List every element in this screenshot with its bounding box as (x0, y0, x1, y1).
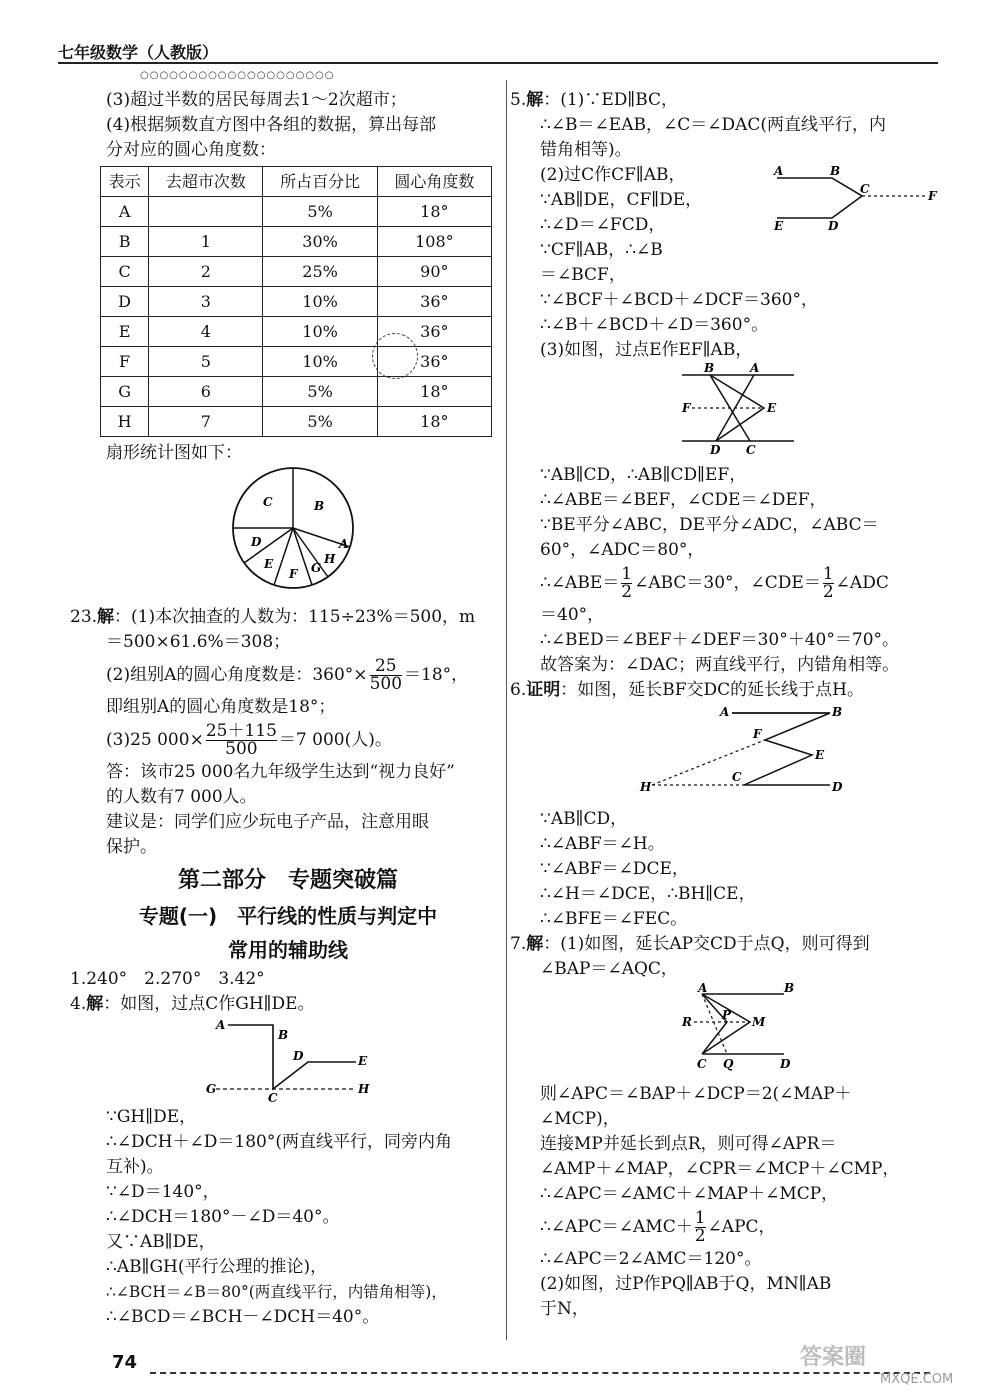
table-row (101, 287, 492, 317)
table-cell: B (101, 227, 149, 257)
solution-label: 解 (97, 607, 115, 627)
denominator: 2 (621, 582, 633, 602)
frequency-table (100, 166, 492, 437)
table-cell: 4 (149, 317, 263, 347)
text-line: ∵∠BCF＋∠BCD＋∠DCF＝360°， (540, 290, 818, 310)
topic-title: 专题(一) 平行线的性质与判定中 (138, 904, 438, 928)
topic-title: 常用的辅助线 (228, 938, 348, 962)
table-row (101, 377, 492, 407)
pie-label: G (311, 561, 322, 575)
text-line: 答：该市25 000名九年级学生达到“视力良好” (106, 762, 455, 782)
table-cell: 1 (149, 227, 263, 257)
text-line: ∴∠BED＝∠BEF＋∠DEF＝30°＋40°＝70°。 (540, 630, 900, 650)
point-label: D (293, 1049, 304, 1063)
text-line: 建议是：同学们应少玩电子产品，注意用眼 (106, 812, 429, 832)
pie-label: B (314, 499, 325, 513)
watermark-url: MXQE.COM (880, 1372, 954, 1387)
pie-label: C (263, 495, 273, 509)
point-label: D (828, 219, 839, 233)
solution-label: 证明 (526, 680, 561, 700)
text-line: ∴∠ABF＝∠H。 (540, 834, 665, 854)
point-label: B (278, 1028, 289, 1042)
numerator: 25 (370, 658, 402, 676)
table-cell: 36° (377, 287, 491, 317)
text-span: ∠ADC (835, 573, 889, 593)
table-row (101, 257, 492, 287)
text-line: ∴AB∥GH(平行公理的推论)， (106, 1257, 328, 1277)
text-line: ∴∠BFE＝∠FEC。 (540, 909, 688, 929)
q5-figure-1 (772, 163, 942, 233)
text-line: 60°，∠ADC＝80°， (540, 540, 705, 560)
table-cell: 5% (263, 377, 377, 407)
table-row (101, 227, 492, 257)
table-row (101, 347, 492, 377)
table-cell: 6 (149, 377, 263, 407)
text-line: ∵GH∥DE， (106, 1107, 197, 1127)
table-cell: 36° (377, 317, 491, 347)
q5-figure-2 (522, 363, 942, 455)
table-cell: 18° (377, 407, 491, 437)
column-header: 表示 (101, 167, 149, 197)
table-cell: F (101, 347, 149, 377)
text-line: (2)如图，过P作PQ∥AB于Q，MN∥AB (540, 1274, 832, 1294)
point-label: E (774, 219, 784, 233)
text-line: 保护。 (106, 837, 157, 857)
text-line: 分对应的圆心角度数： (106, 140, 276, 160)
text-line: ∠MCP)， (540, 1109, 620, 1129)
table-cell: 10% (263, 347, 377, 377)
text-line: (4)根据频数直方图中各组的数据，算出每部 (106, 115, 437, 135)
header-title: 七年级数学（人教版） (58, 43, 219, 62)
text-line: ：(1)本次抽查的人数为：115÷23%＝500，m (114, 607, 476, 627)
pie-caption: 扇形统计图如下： (106, 443, 242, 463)
question-5 (510, 88, 942, 113)
text-line: ∵AB∥CD， (540, 809, 628, 829)
numerator: 1 (621, 564, 633, 584)
text-line: ∴∠APC＝∠AMC＋∠MAP＋∠MCP， (540, 1184, 839, 1204)
text-line: (3)超过半数的居民每周去1～2次超市； (106, 90, 407, 110)
point-label: M (752, 1015, 766, 1029)
point-label: C (732, 770, 742, 784)
text-line: 即组别A的圆心角度数是18°； (106, 697, 336, 717)
text-line: ∴∠DCH＋∠D＝180°(两直线平行，同旁内角 (106, 1132, 452, 1152)
text-line: ∠BAP＝∠AQC， (540, 959, 678, 979)
denominator: 500 (369, 674, 403, 694)
table-cell: 18° (377, 377, 491, 407)
point-label: R (682, 1015, 692, 1029)
right-column (510, 88, 942, 1322)
pie-label: E (264, 557, 274, 571)
table-cell: 90° (377, 257, 491, 287)
point-label: C (697, 1057, 707, 1071)
text-line: 的人数有7 000人。 (106, 787, 257, 807)
q4-figure (88, 1017, 488, 1105)
point-label: D (832, 780, 843, 794)
footer-rule (150, 1372, 930, 1374)
question-number: 23. (70, 607, 98, 627)
q7-figure (522, 982, 942, 1074)
text-line: ∴∠BCH＝∠B＝80°(两直线平行，内错角相等)， (106, 1283, 447, 1301)
column-header: 去超市次数 (149, 167, 263, 197)
table-cell (149, 197, 263, 227)
table-cell: E (101, 317, 149, 347)
text-span: (2)组别A的圆心角度数是：360°× (106, 665, 368, 685)
text-line: ∠AMP＋∠MAP，∠CPR＝∠MCP＋∠CMP， (540, 1159, 900, 1179)
text-span: (3)25 000× (106, 730, 204, 750)
question-number: 6. (510, 680, 527, 700)
point-label: Q (723, 1057, 734, 1071)
text-line: ∴∠B＋∠BCD＋∠D＝360°。 (540, 315, 769, 335)
text-span: ：如图，延长BF交DC的延长线于点H。 (560, 680, 864, 700)
fraction (206, 723, 277, 758)
table-cell: 2 (149, 257, 263, 287)
text-line: ∴∠ABE＝∠BEF，∠CDE＝∠DEF， (540, 490, 827, 510)
table-cell: 5 (149, 347, 263, 377)
section-title: 第二部分 专题突破篇 (177, 868, 398, 893)
page-number: 74 (112, 1352, 138, 1373)
question-4 (70, 992, 488, 1017)
text-line: 错角相等)。 (540, 140, 632, 160)
table-cell: G (101, 377, 149, 407)
point-label: P (722, 1008, 732, 1022)
point-label: A (774, 164, 784, 178)
question-number: 5. (510, 90, 527, 110)
text-line: ∴∠BCD＝∠BCH－∠DCH＝40°。 (106, 1307, 380, 1327)
point-label: D (710, 443, 721, 457)
header-rule (58, 62, 938, 64)
text-line: ∵AB∥DE，CF∥DE， (540, 190, 703, 210)
text-line: ∴∠B＝∠EAB，∠C＝∠DAC(两直线平行，内 (540, 115, 887, 135)
figure-path (228, 1025, 356, 1089)
point-label: A (750, 361, 760, 375)
pie-label: A (339, 537, 349, 551)
point-label: F (682, 401, 691, 415)
text-line: 于N， (540, 1299, 589, 1319)
text-line: ∵BE平分∠ABC，DE平分∠ADC，∠ABC＝ (540, 515, 879, 535)
q6-figure (522, 703, 942, 799)
text-span: ：(1)如图，延长AP交CD于点Q，则可得到 (543, 934, 870, 954)
question-number: 4. (70, 994, 87, 1014)
point-label: E (358, 1054, 368, 1068)
fraction (621, 566, 632, 601)
table-cell: 18° (377, 197, 491, 227)
question-23 (70, 605, 488, 630)
header-ornament: ○○○○○○○○○○○○○○○○○○○○ (140, 70, 335, 81)
point-label: H (640, 780, 652, 794)
text-span: ：如图，过点C作GH∥DE。 (103, 994, 315, 1014)
fraction (370, 658, 402, 693)
numerator: 25＋115 (205, 721, 277, 741)
pie-label: H (324, 552, 336, 566)
table-cell: 3 (149, 287, 263, 317)
point-label: E (767, 401, 777, 415)
solution-label: 解 (526, 90, 544, 110)
table-cell: 108° (377, 227, 491, 257)
text-line: ＝∠BCF， (540, 265, 626, 285)
denominator: 500 (225, 739, 258, 759)
table-cell: 30% (263, 227, 377, 257)
denominator: 2 (822, 582, 834, 602)
text-span: ：(1)∵ED∥BC， (543, 90, 679, 110)
numerator: 1 (822, 564, 834, 584)
text-span: ＝7 000(人)。 (278, 730, 392, 750)
column-header: 圆心角度数 (377, 167, 491, 197)
pie-label: F (289, 567, 298, 581)
pie-label: D (251, 535, 262, 549)
column-header: 所占百分比 (263, 167, 377, 197)
table-cell: 10% (263, 317, 377, 347)
text-line (522, 563, 942, 603)
text-span: ∠APC， (707, 1217, 776, 1237)
point-label: A (216, 1018, 226, 1032)
table-cell: 36° (377, 347, 491, 377)
text-line: 则∠APC＝∠BAP＋∠DCP＝2(∠MAP＋ (540, 1084, 852, 1104)
table-cell: C (101, 257, 149, 287)
point-label: E (815, 748, 825, 762)
text-line (88, 655, 488, 695)
figure-path (777, 178, 862, 218)
text-span: ＝18°， (404, 665, 469, 685)
table-cell: 5% (263, 407, 377, 437)
text-span: ∴∠APC＝∠AMC＋ (540, 1217, 693, 1237)
text-line: ＝500×61.6%＝308； (106, 632, 291, 652)
short-answers: 1.240° 2.270° 3.42° (70, 969, 265, 989)
text-line: ∵AB∥CD，∴AB∥CD∥EF， (540, 465, 747, 485)
point-label: D (780, 1057, 791, 1071)
text-line: 又∵AB∥DE， (106, 1232, 216, 1252)
auxiliary-line (652, 740, 765, 785)
point-label: F (753, 727, 762, 741)
text-line: (3)如图，过点E作EF∥AB， (540, 340, 753, 360)
solution-label: 解 (526, 934, 544, 954)
text-line (88, 720, 488, 760)
text-line: ＝40°， (540, 605, 605, 625)
table-row (101, 317, 492, 347)
table-row (101, 197, 492, 227)
table-cell: D (101, 287, 149, 317)
point-label: B (830, 164, 841, 178)
left-column (70, 88, 488, 1330)
point-label: G (206, 1082, 217, 1096)
table-row (101, 407, 492, 437)
text-line: ∴∠DCH＝180°－∠D＝40°。 (106, 1207, 340, 1227)
point-label: C (746, 443, 756, 457)
question-6 (510, 678, 942, 703)
table-cell: H (101, 407, 149, 437)
point-label: F (928, 189, 937, 203)
point-label: C (268, 1091, 278, 1105)
text-line: ∵∠ABF＝∠DCE， (540, 859, 689, 879)
text-line: 连接MP并延长到点R，则可得∠APR＝ (540, 1134, 837, 1154)
watermark-logo: 答案圈 (800, 1345, 867, 1370)
text-line: ∵∠D＝140°， (106, 1182, 220, 1202)
text-line: 互补)。 (106, 1157, 164, 1177)
table-cell: 5% (263, 197, 377, 227)
point-label: B (832, 705, 843, 719)
pie-chart-figure (88, 466, 488, 591)
point-label: C (860, 182, 870, 196)
numerator: 1 (694, 1208, 706, 1228)
text-span: ∴∠ABE＝ (540, 573, 620, 593)
text-line: ∴∠H＝∠DCE，∴BH∥CE， (540, 884, 756, 904)
point-label: B (784, 981, 795, 995)
solution-label: 解 (86, 994, 104, 1014)
text-line: ∵CF∥AB，∴∠B (540, 240, 663, 260)
table-cell: 25% (263, 257, 377, 287)
table-cell: A (101, 197, 149, 227)
question-number: 7. (510, 934, 527, 954)
point-label: A (698, 981, 708, 995)
denominator: 2 (694, 1226, 706, 1246)
point-label: B (704, 361, 715, 375)
text-span: ∠ABC＝30°，∠CDE＝ (634, 573, 821, 593)
table-header-row (101, 167, 492, 197)
text-line (522, 1207, 942, 1247)
text-line: (2)过C作CF∥AB， (540, 165, 686, 185)
text-line: 故答案为：∠DAC；两直线平行，内错角相等。 (540, 655, 900, 675)
table-cell: 7 (149, 407, 263, 437)
fraction (695, 1210, 706, 1245)
point-label: A (720, 705, 730, 719)
point-label: H (358, 1082, 370, 1096)
question-7 (510, 932, 942, 957)
text-line: ∴∠D＝∠FCD， (540, 215, 666, 235)
q5-part2 (522, 163, 942, 288)
column-divider (506, 80, 507, 1340)
text-line: ∴∠APC＝2∠AMC＝120°。 (540, 1249, 762, 1269)
fraction (823, 566, 834, 601)
table-cell: 10% (263, 287, 377, 317)
